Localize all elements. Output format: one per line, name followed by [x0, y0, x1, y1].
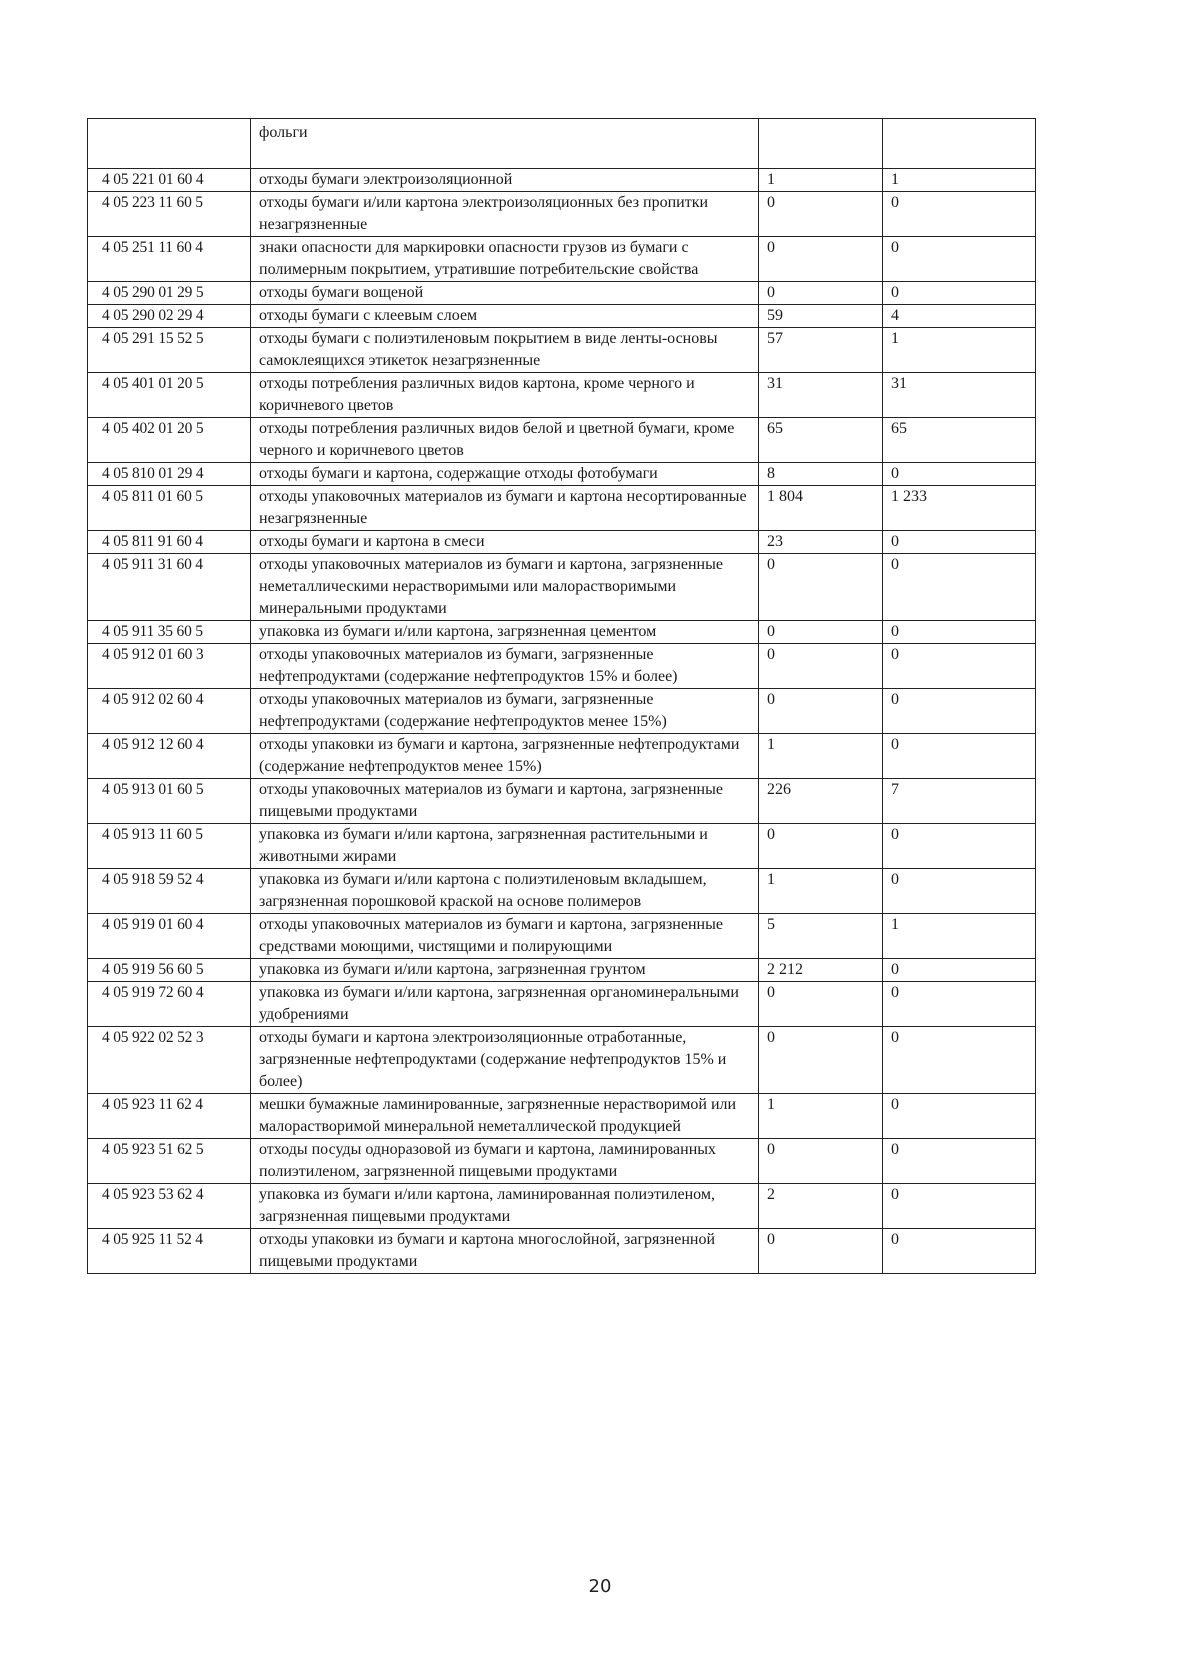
waste-code-cell: 4 05 401 01 20 5: [88, 373, 251, 418]
waste-code-cell: 4 05 923 53 62 4: [88, 1184, 251, 1229]
table-row: [88, 192, 1036, 237]
table-row: [88, 119, 1036, 169]
value-2-cell: 0: [883, 1094, 1036, 1139]
waste-name-cell: отходы бумаги с клеевым слоем: [251, 305, 759, 328]
value-2-cell: 0: [883, 824, 1036, 869]
waste-name-cell: отходы бумаги и/или картона электроизоляционных без пропитки незагрязненные: [251, 192, 759, 237]
table-row: [88, 531, 1036, 554]
waste-name-cell: фольги: [251, 119, 759, 169]
waste-name-cell: отходы упаковки из бумаги и картона многослойной, загрязненной пищевыми продуктами: [251, 1229, 759, 1274]
value-2-cell: 0: [883, 689, 1036, 734]
table-row: [88, 282, 1036, 305]
value-2-cell: 0: [883, 621, 1036, 644]
waste-code-cell: 4 05 290 02 29 4: [88, 305, 251, 328]
value-1-cell: 65: [759, 418, 883, 463]
waste-name-cell: упаковка из бумаги и/или картона, загрязненная органоминеральными удобрениями: [251, 982, 759, 1027]
value-1-cell: [759, 119, 883, 169]
table-row: [88, 1229, 1036, 1274]
value-2-cell: 0: [883, 531, 1036, 554]
waste-code-cell: 4 05 912 02 60 4: [88, 689, 251, 734]
waste-code-cell: 4 05 922 02 52 3: [88, 1027, 251, 1094]
value-1-cell: 0: [759, 644, 883, 689]
page-number: 20: [588, 1576, 612, 1597]
waste-name-cell: отходы упаковочных материалов из бумаги и картона, загрязненные средствами моющими, чистящими и полирующими: [251, 914, 759, 959]
value-1-cell: 31: [759, 373, 883, 418]
value-1-cell: 0: [759, 1139, 883, 1184]
waste-name-cell: отходы бумаги и картона, содержащие отходы фотобумаги: [251, 463, 759, 486]
waste-name-cell: отходы упаковки из бумаги и картона, загрязненные нефтепродуктами (содержание нефтепродуктов менее 15%): [251, 734, 759, 779]
value-2-cell: 31: [883, 373, 1036, 418]
value-1-cell: 1: [759, 1094, 883, 1139]
value-2-cell: 1 233: [883, 486, 1036, 531]
waste-name-cell: отходы упаковочных материалов из бумаги и картона несортированные незагрязненные: [251, 486, 759, 531]
waste-code-cell: 4 05 911 31 60 4: [88, 554, 251, 621]
waste-name-cell: отходы потребления различных видов картона, кроме черного и коричневого цветов: [251, 373, 759, 418]
table-row: [88, 1139, 1036, 1184]
waste-name-cell: отходы потребления различных видов белой и цветной бумаги, кроме черного и коричневого цветов: [251, 418, 759, 463]
waste-name-cell: отходы бумаги с полиэтиленовым покрытием в виде ленты-основы самоклеящихся этикеток незагрязненные: [251, 328, 759, 373]
table-row: [88, 486, 1036, 531]
value-1-cell: 1 804: [759, 486, 883, 531]
value-2-cell: 0: [883, 734, 1036, 779]
value-2-cell: [883, 119, 1036, 169]
waste-name-cell: мешки бумажные ламинированные, загрязненные нерастворимой или малорастворимой минеральной неметаллической продукцией: [251, 1094, 759, 1139]
waste-code-cell: 4 05 918 59 52 4: [88, 869, 251, 914]
waste-name-cell: отходы бумаги и картона в смеси: [251, 531, 759, 554]
waste-code-cell: 4 05 912 01 60 3: [88, 644, 251, 689]
waste-code-cell: 4 05 919 01 60 4: [88, 914, 251, 959]
value-2-cell: 0: [883, 282, 1036, 305]
value-2-cell: 0: [883, 869, 1036, 914]
waste-name-cell: упаковка из бумаги и/или картона с полиэтиленовым вкладышем, загрязненная порошковой краской на основе полимеров: [251, 869, 759, 914]
table-row: [88, 554, 1036, 621]
waste-name-cell: отходы упаковочных материалов из бумаги, загрязненные нефтепродуктами (содержание нефтепродуктов 15% и более): [251, 644, 759, 689]
value-2-cell: 0: [883, 554, 1036, 621]
waste-code-cell: 4 05 919 72 60 4: [88, 982, 251, 1027]
waste-name-cell: отходы бумаги вощеной: [251, 282, 759, 305]
waste-code-cell: 4 05 291 15 52 5: [88, 328, 251, 373]
value-1-cell: 0: [759, 1027, 883, 1094]
table-row: [88, 689, 1036, 734]
table-row: [88, 734, 1036, 779]
value-2-cell: 4: [883, 305, 1036, 328]
waste-code-cell: 4 05 811 01 60 5: [88, 486, 251, 531]
value-1-cell: 226: [759, 779, 883, 824]
value-2-cell: 0: [883, 192, 1036, 237]
value-1-cell: 23: [759, 531, 883, 554]
waste-code-cell: 4 05 919 56 60 5: [88, 959, 251, 982]
value-1-cell: 0: [759, 1229, 883, 1274]
table-row: [88, 621, 1036, 644]
value-2-cell: 1: [883, 169, 1036, 192]
value-1-cell: 0: [759, 621, 883, 644]
value-1-cell: 0: [759, 192, 883, 237]
table-row: [88, 824, 1036, 869]
value-2-cell: 0: [883, 959, 1036, 982]
value-2-cell: 0: [883, 1027, 1036, 1094]
value-1-cell: 59: [759, 305, 883, 328]
value-1-cell: 2: [759, 1184, 883, 1229]
table-row: [88, 959, 1036, 982]
waste-code-cell: 4 05 811 91 60 4: [88, 531, 251, 554]
table-row: [88, 779, 1036, 824]
waste-name-cell: отходы посуды одноразовой из бумаги и картона, ламинированных полиэтиленом, загрязненной пищевыми продуктами: [251, 1139, 759, 1184]
waste-table: [87, 118, 1036, 1274]
waste-code-cell: 4 05 290 01 29 5: [88, 282, 251, 305]
table-row: [88, 169, 1036, 192]
value-1-cell: 0: [759, 982, 883, 1027]
waste-name-cell: отходы упаковочных материалов из бумаги и картона, загрязненные неметаллическими нерастворимыми или малорастворимыми минеральными продуктами: [251, 554, 759, 621]
value-2-cell: 0: [883, 1139, 1036, 1184]
value-1-cell: 1: [759, 734, 883, 779]
value-1-cell: 0: [759, 554, 883, 621]
waste-code-cell: 4 05 402 01 20 5: [88, 418, 251, 463]
waste-name-cell: упаковка из бумаги и/или картона, ламинированная полиэтиленом, загрязненная пищевыми продуктами: [251, 1184, 759, 1229]
waste-name-cell: упаковка из бумаги и/или картона, загрязненная грунтом: [251, 959, 759, 982]
table-row: [88, 305, 1036, 328]
value-2-cell: 0: [883, 1184, 1036, 1229]
table-row: [88, 373, 1036, 418]
waste-code-cell: 4 05 923 11 62 4: [88, 1094, 251, 1139]
waste-code-cell: 4 05 925 11 52 4: [88, 1229, 251, 1274]
value-1-cell: 1: [759, 169, 883, 192]
value-1-cell: 8: [759, 463, 883, 486]
value-2-cell: 0: [883, 1229, 1036, 1274]
value-1-cell: 0: [759, 237, 883, 282]
waste-code-cell: 4 05 912 12 60 4: [88, 734, 251, 779]
waste-code-cell: 4 05 923 51 62 5: [88, 1139, 251, 1184]
waste-code-cell: 4 05 913 11 60 5: [88, 824, 251, 869]
value-2-cell: 0: [883, 237, 1036, 282]
waste-name-cell: отходы упаковочных материалов из бумаги, загрязненные нефтепродуктами (содержание нефтепродуктов менее 15%): [251, 689, 759, 734]
value-2-cell: 1: [883, 328, 1036, 373]
table-row: [88, 1184, 1036, 1229]
value-2-cell: 65: [883, 418, 1036, 463]
waste-code-cell: 4 05 913 01 60 5: [88, 779, 251, 824]
waste-name-cell: упаковка из бумаги и/или картона, загрязненная цементом: [251, 621, 759, 644]
waste-name-cell: отходы бумаги электроизоляционной: [251, 169, 759, 192]
table-row: [88, 418, 1036, 463]
waste-table-body: [88, 119, 1036, 1274]
waste-code-cell: 4 05 251 11 60 4: [88, 237, 251, 282]
waste-name-cell: знаки опасности для маркировки опасности грузов из бумаги с полимерным покрытием, утратившие потребительские свойства: [251, 237, 759, 282]
value-1-cell: 0: [759, 689, 883, 734]
table-row: [88, 328, 1036, 373]
value-2-cell: 0: [883, 644, 1036, 689]
table-row: [88, 1027, 1036, 1094]
waste-name-cell: упаковка из бумаги и/или картона, загрязненная растительными и животными жирами: [251, 824, 759, 869]
waste-name-cell: отходы бумаги и картона электроизоляционные отработанные, загрязненные нефтепродуктами (содержание нефтепродуктов 15% и более): [251, 1027, 759, 1094]
value-2-cell: 1: [883, 914, 1036, 959]
table-row: [88, 237, 1036, 282]
value-1-cell: 2 212: [759, 959, 883, 982]
waste-code-cell: [88, 119, 251, 169]
value-1-cell: 0: [759, 282, 883, 305]
table-row: [88, 869, 1036, 914]
table-row: [88, 914, 1036, 959]
table-row: [88, 463, 1036, 486]
table-row: [88, 982, 1036, 1027]
waste-code-cell: 4 05 810 01 29 4: [88, 463, 251, 486]
waste-name-cell: отходы упаковочных материалов из бумаги и картона, загрязненные пищевыми продуктами: [251, 779, 759, 824]
table-row: [88, 644, 1036, 689]
table-row: [88, 1094, 1036, 1139]
waste-code-cell: 4 05 221 01 60 4: [88, 169, 251, 192]
value-1-cell: 5: [759, 914, 883, 959]
waste-code-cell: 4 05 911 35 60 5: [88, 621, 251, 644]
waste-code-cell: 4 05 223 11 60 5: [88, 192, 251, 237]
value-1-cell: 0: [759, 824, 883, 869]
value-1-cell: 1: [759, 869, 883, 914]
value-2-cell: 0: [883, 982, 1036, 1027]
value-2-cell: 0: [883, 463, 1036, 486]
value-1-cell: 57: [759, 328, 883, 373]
value-2-cell: 7: [883, 779, 1036, 824]
